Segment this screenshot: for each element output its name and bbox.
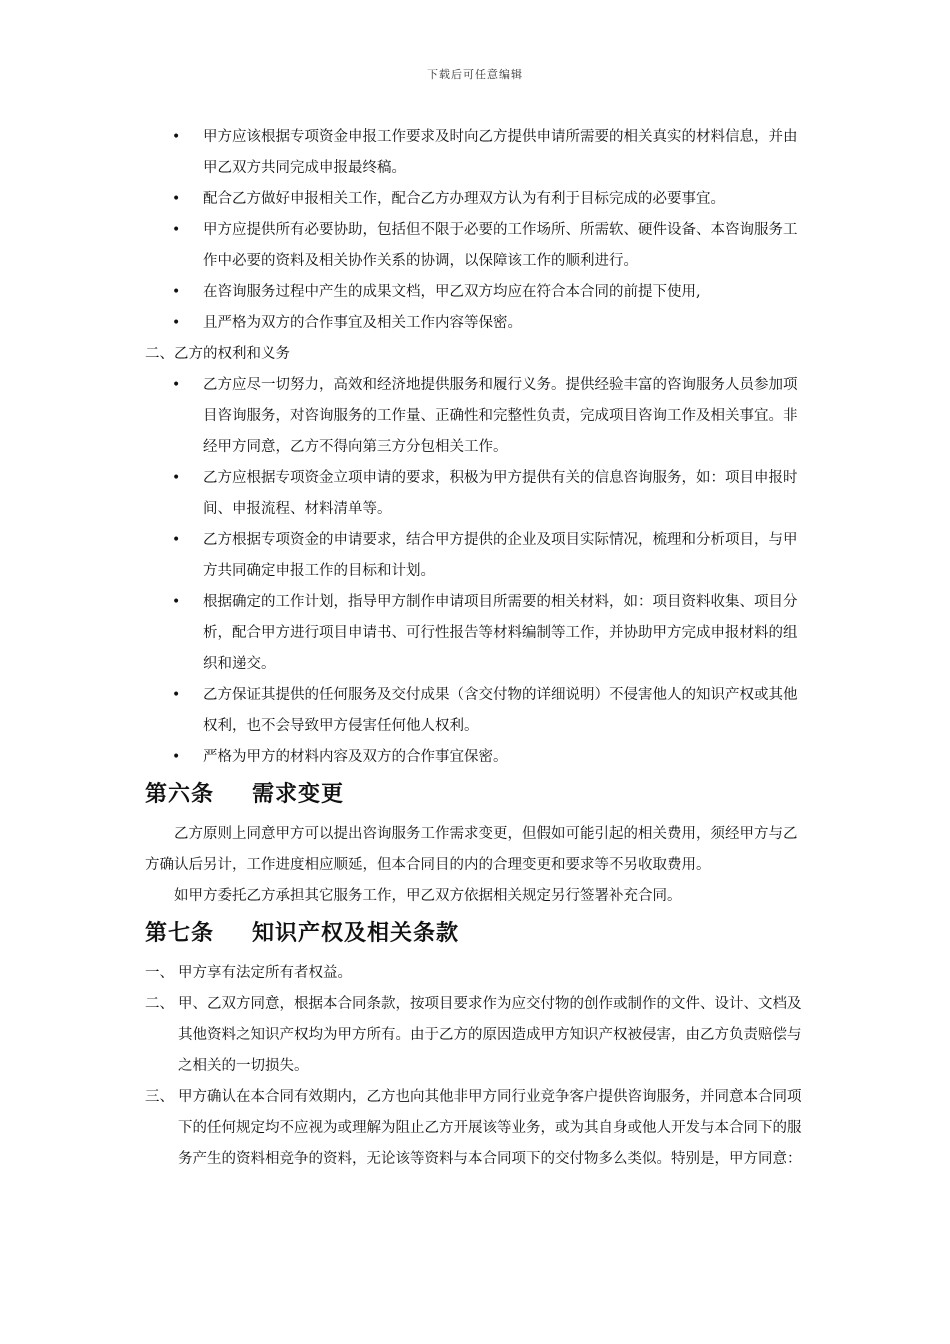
ip-clauses-list	[145, 958, 809, 1175]
list-item: • 且严格为双方的合作事宜及相关工作内容等保密。	[145, 308, 809, 339]
item-text: 甲方享有法定所有者权益。	[178, 965, 352, 981]
list-item	[145, 1082, 809, 1175]
list-item: • 乙方应尽一切努力，高效和经济地提供服务和履行义务。提供经验丰富的咨询服务人员参加项目咨询服务，对咨询服务的工作量、正确性和完整性负责，完成项目咨询工作及相关事宜。非经甲方同意，乙方不得向第三方分包相关工作。	[145, 370, 809, 463]
article-title: 需求变更	[252, 782, 345, 807]
party-a-obligations-list	[145, 122, 809, 339]
party-b-obligations-list	[145, 370, 809, 773]
list-item: • 严格为甲方的材料内容及双方的合作事宜保密。	[145, 742, 809, 773]
item-number: 三、	[145, 1089, 174, 1105]
list-item: • 乙方根据专项资金的申请要求，结合甲方提供的企业及项目实际情况，梳理和分析项目，与甲方共同确定申报工作的目标和计划。	[145, 525, 809, 587]
paragraph: 如甲方委托乙方承担其它服务工作，甲乙双方依据相关规定另行签署补充合同。	[174, 888, 682, 904]
article-number: 第六条	[145, 782, 215, 807]
document-body	[145, 122, 809, 1175]
item-number: 一、	[145, 965, 174, 981]
list-item: • 乙方应根据专项资金立项申请的要求，积极为甲方提供有关的信息咨询服务，如：项目申报时间、申报流程、材料清单等。	[145, 463, 809, 525]
section-heading: 二、乙方的权利和义务	[145, 346, 290, 362]
item-text: 甲、乙双方同意，根据本合同条款，按项目要求作为应交付物的创作或制作的文件、设计、文档及其他资料之知识产权均为甲方所有。由于乙方的原因造成甲方知识产权被侵害，由乙方负责赔偿与之相关的一切损失。	[178, 996, 802, 1074]
article-heading	[145, 777, 809, 813]
list-item: • 甲方应提供所有必要协助，包括但不限于必要的工作场所、所需软、硬件设备、本咨询服务工作中必要的资料及相关协作关系的协调，以保障该工作的顺利进行。	[145, 215, 809, 277]
article-heading	[145, 916, 809, 952]
article-number: 第七条	[145, 921, 215, 946]
paragraph: 乙方原则上同意甲方可以提出咨询服务工作需求变更，但假如可能引起的相关费用，须经甲方与乙方确认后另计，工作进度相应顺延，但本合同目的内的合理变更和要求等不另收取费用。	[145, 826, 798, 873]
item-number: 二、	[145, 996, 174, 1012]
article-title: 知识产权及相关条款	[252, 921, 460, 946]
list-item: • 根据确定的工作计划，指导甲方制作申请项目所需要的相关材料，如：项目资料收集、项目分析，配合甲方进行项目申请书、可行性报告等材料编制等工作，并协助甲方完成申报材料的组织和递交。	[145, 587, 809, 680]
list-item	[145, 958, 809, 989]
item-text: 甲方确认在本合同有效期内，乙方也向其他非甲方同行业竞争客户提供咨询服务，并同意本合同项下的任何规定均不应视为或理解为阻止乙方开展该等业务，或为其自身或他人开发与本合同下的服务产生的资料相竞争的资料，无论该等资料与本合同项下的交付物多么类似。特别是，甲方同意：	[178, 1089, 802, 1167]
list-item: • 甲方应该根据专项资金申报工作要求及时向乙方提供申请所需要的相关真实的材料信息，并由甲乙双方共同完成申报最终稿。	[145, 122, 809, 184]
list-item: • 乙方保证其提供的任何服务及交付成果（含交付物的详细说明）不侵害他人的知识产权或其他权利，也不会导致甲方侵害任何他人权利。	[145, 680, 809, 742]
list-item: • 配合乙方做好申报相关工作，配合乙方办理双方认为有利于目标完成的必要事宜。	[145, 184, 809, 215]
list-item	[145, 989, 809, 1082]
list-item: • 在咨询服务过程中产生的成果文档，甲乙双方均应在符合本合同的前提下使用,	[145, 277, 809, 308]
page-header: 下载后可任意编辑	[427, 68, 523, 81]
